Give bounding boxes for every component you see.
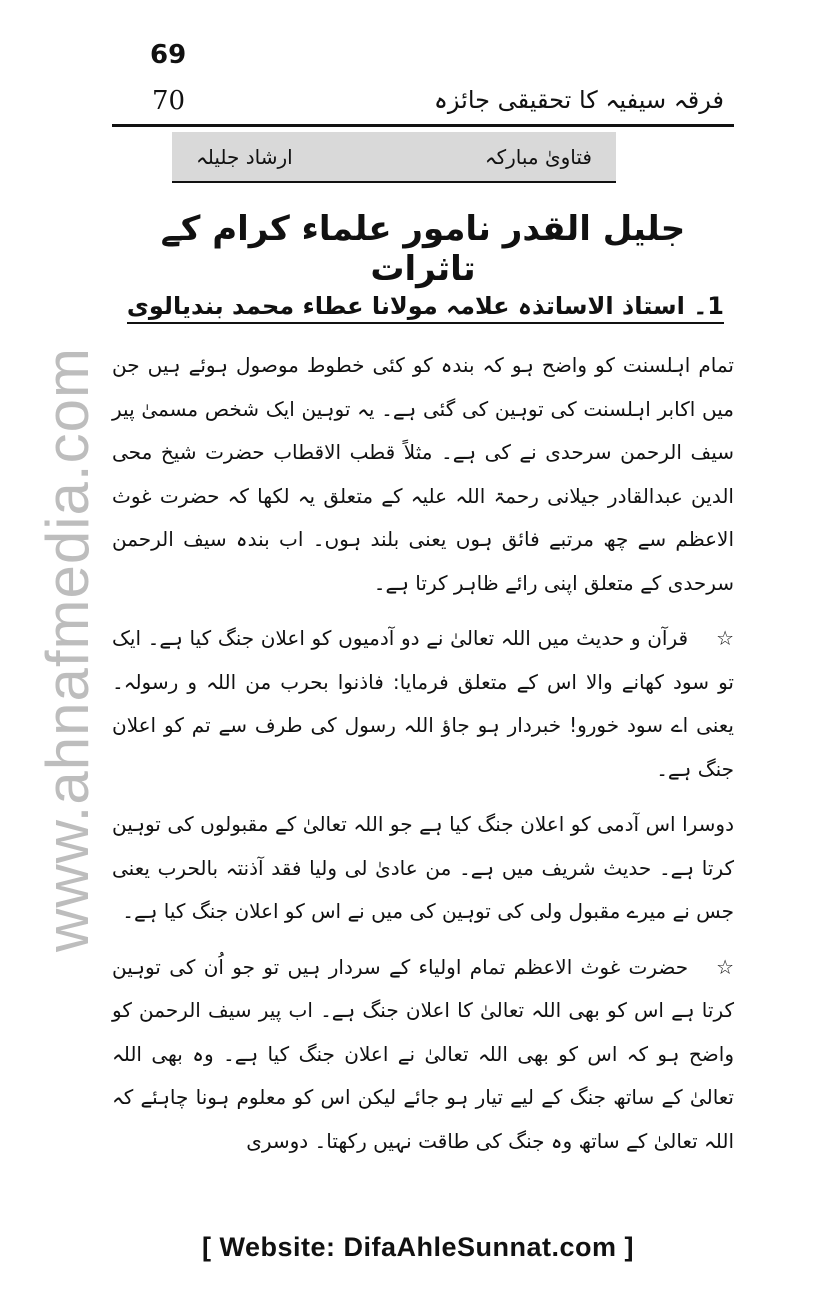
watermark: www.ahnafmedia.com: [34, 347, 101, 953]
section-bar: [172, 132, 616, 182]
section-bar-right-label: فتاویٰ مبارکہ: [484, 145, 592, 169]
book-title: فرقہ سیفیہ کا تحقیقی جائزہ: [433, 86, 724, 114]
paragraph-3: [112, 803, 734, 934]
paragraph-4: [112, 946, 734, 1164]
page-title: جلیل القدر نامور علماء کرام کے تاثرات: [160, 209, 686, 289]
paragraph-text: قرآن و حدیث میں اللہ تعالیٰ نے دو آدمیوں کو اعلان جنگ کیا ہے۔ ایک تو سود کھانے والا اس کے متعلق فرمایا: فاذنوا بحرب من اللہ و رسولہ۔ یعنی اے سود خورو! خبردار ہو جاؤ اللہ رسول کی طرف سے تم کو اعلان جنگ ہے۔: [112, 626, 734, 781]
book-page-number: 70: [152, 86, 186, 116]
paragraph-text: دوسرا اس آدمی کو اعلان جنگ کیا ہے جو اللہ تعالیٰ کے مقبولوں کی توہین کرتا ہے۔ حدیث شریف میں ہے۔ من عادیٰ لی ولیا فقد آذنتہ بالحرب یعنی جس نے میرے مقبول ولی کی توہین کی میں نے اس کو اعلان جنگ کیا ہے۔: [112, 812, 734, 923]
star-icon: ☆: [716, 626, 734, 650]
header-rule: [112, 124, 734, 127]
section-subheading: 1۔ استاذ الاساتذہ علامہ مولانا عطاء محمد بندیالوی: [127, 292, 724, 324]
paragraph-1: [112, 344, 734, 605]
paragraph-text: تمام اہلسنت کو واضح ہو کہ بندہ کو کئی خطوط موصول ہوئے ہیں جن میں اکابر اہلسنت کی توہین کی گئی ہے۔ یہ توہین ایک شخص مسمیٰ پیر سیف الرحمن سرحدی نے کی ہے۔ مثلاً قطب الاقطاب حضرت شیخ محی الدین عبدالقادر جیلانی رحمۃ اللہ علیہ کے متعلق یہ لکھا کہ حضرت غوث الاعظم سے چھ مرتبے فائق ہوں یعنی بلند ہوں۔ اب بندہ سیف الرحمن سرحدی کے متعلق اپنی رائے ظاہر کرتا ہے۔: [112, 353, 734, 595]
paragraph-text: حضرت غوث الاعظم تمام اولیاء کے سردار ہیں تو جو اُن کی توہین کرتا ہے اس کو بھی اللہ تعالیٰ کا اعلان جنگ ہے۔ اب پیر سیف الرحمن کو واضح ہو کہ اس کو بھی اللہ تعالیٰ نے اعلان جنگ کیا ہے۔ وہ بھی اللہ تعالیٰ کے ساتھ جنگ کے لیے تیار ہو جائے لیکن اس کو معلوم ہونا چاہئے کہ اللہ تعالیٰ کے ساتھ وہ جنگ کی طاقت نہیں رکھتا۔ دوسری: [112, 954, 734, 1153]
body-text: [112, 344, 734, 1175]
section-divider: [172, 181, 616, 183]
star-icon: ☆: [716, 954, 734, 979]
section-bar-left-label: ارشاد جلیلہ: [196, 145, 293, 169]
scan-page-number: 69: [150, 40, 187, 70]
paragraph-2: [112, 617, 734, 791]
footer-website: [ Website: DifaAhleSunnat.com ]: [201, 1232, 635, 1262]
